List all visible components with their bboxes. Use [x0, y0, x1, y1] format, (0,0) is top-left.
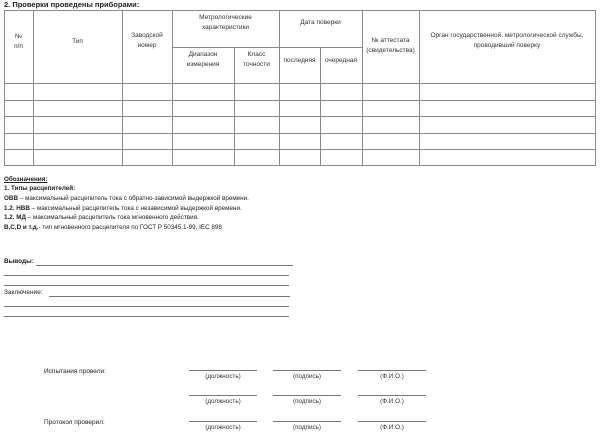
header-organization-line1: Орган государственной. метрологической службы, [430, 32, 584, 39]
note-text: – максимальный расцепитель тока с обратно-зависимой выдержкой времени. [18, 195, 249, 202]
header-serial-line1: Заводской [131, 32, 163, 39]
signature-caption: (подпись) [293, 373, 321, 380]
header-num-line2: п/п [14, 43, 23, 50]
position-caption: (должность) [205, 373, 241, 380]
note-term: 1.2. МД [4, 214, 26, 221]
header-num-line1: № [15, 33, 22, 40]
section-title: 2. Проверки проведены приборами: [4, 0, 140, 9]
header-class [234, 50, 279, 70]
name-caption: (Ф.И.О.) [380, 398, 404, 405]
notes-heading: Обозначения: [4, 176, 48, 183]
position-line[interactable] [189, 370, 257, 371]
header-serial [122, 31, 172, 51]
header-next: очередная [324, 57, 358, 64]
findings-line[interactable] [4, 275, 289, 276]
col-line [279, 10, 280, 166]
header-class-line2: точности [243, 61, 270, 68]
header-organization-line2: проводивший поверку [473, 42, 541, 49]
note-term: 1.2. НВВ [4, 205, 30, 212]
name-caption: (Ф.И.О.) [380, 373, 404, 380]
conclusion-line[interactable] [4, 306, 289, 307]
position-caption: (должность) [205, 424, 241, 431]
header-range [172, 50, 234, 70]
header-organization [419, 31, 595, 51]
signature-caption: (подпись) [293, 424, 321, 431]
name-caption: (Ф.И.О.) [380, 424, 404, 431]
header-class-line1: Класс [247, 51, 266, 58]
table-border-top [4, 10, 596, 11]
row-line [4, 133, 596, 134]
conclusion-line[interactable] [49, 296, 290, 297]
header-metrology-line1: Метрологические [199, 14, 252, 21]
name-line[interactable] [358, 421, 426, 422]
conclusion-label: Заключение: [4, 289, 43, 296]
col-line [33, 10, 34, 166]
header-num [4, 32, 33, 52]
header-certificate [362, 36, 419, 56]
col-line [362, 10, 363, 166]
signature-line[interactable] [273, 421, 341, 422]
row-line [4, 116, 596, 117]
name-line[interactable] [358, 395, 426, 396]
position-line[interactable] [189, 395, 257, 396]
position-line[interactable] [189, 421, 257, 422]
signature-line[interactable] [273, 370, 341, 371]
note-item [4, 224, 222, 232]
note-term: B,C,D и т.д. [4, 224, 39, 231]
header-date: Дата поверки [300, 19, 341, 26]
note-term: ОВВ [4, 195, 18, 202]
row-line [4, 100, 596, 101]
notes-subheading: 1. Типы расцепителей: [4, 185, 76, 192]
row-line [4, 83, 596, 84]
col-line [172, 10, 173, 166]
note-item [4, 205, 242, 213]
note-item [4, 195, 249, 203]
note-text: – максимальный расцепитель тока мгновенного действия. [25, 214, 199, 221]
header-serial-line2: номер [137, 42, 157, 49]
signature-caption: (подпись) [293, 398, 321, 405]
note-item [4, 214, 199, 222]
findings-label: Выводы: [4, 258, 34, 265]
header-subline [172, 47, 362, 48]
signature-line[interactable] [273, 395, 341, 396]
note-text: – максимальный расцепитель тока с независимой выдержкой времени. [29, 205, 242, 212]
header-last: последняя [283, 57, 316, 64]
position-caption: (должность) [205, 398, 241, 405]
conclusion-line[interactable] [4, 316, 289, 317]
name-line[interactable] [358, 370, 426, 371]
findings-line[interactable] [36, 265, 293, 266]
row-line [4, 149, 596, 150]
table-border-bottom [4, 165, 596, 166]
header-certificate-line1: № аттестата [371, 37, 410, 44]
header-range-line1: Диапазон [188, 51, 218, 58]
header-range-line2: измерения [186, 61, 220, 68]
note-text: - тип мгновенного расцепителя по ГОСТ Р 50345.1-99, IEC 898 [38, 224, 222, 231]
checked-by-label: Протокол проверил: [44, 419, 105, 426]
findings-line[interactable] [4, 285, 289, 286]
table-border-right [595, 10, 596, 166]
header-metrology-line2: характеристики [201, 24, 250, 31]
header-certificate-line2: (свидетельства) [366, 47, 415, 54]
tested-by-label: Испытания провели: [44, 368, 106, 375]
header-metrology [172, 13, 279, 33]
header-type: Тип [72, 38, 83, 45]
